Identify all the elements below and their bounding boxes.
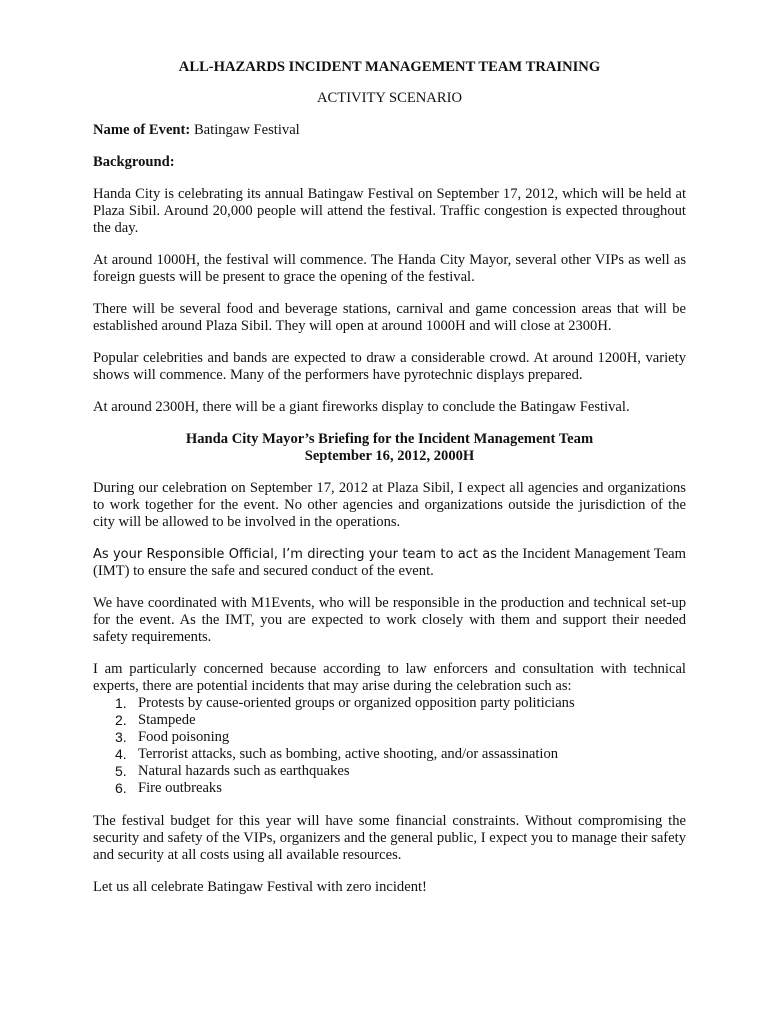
background-paragraph: There will be several food and beverage stations, carnival and game concession areas that will be established around Plaza Sibil. They will open at around 1000H and will close at 2300H.	[93, 301, 686, 334]
list-item	[93, 763, 686, 780]
briefing-sans-text: As your Responsible Official, I’m directing your team to act as	[93, 547, 497, 562]
list-text: Fire outbreaks	[138, 780, 222, 796]
list-text: Food poisoning	[138, 729, 230, 745]
list-text: Protests by cause-oriented groups or organized opposition party politicians	[138, 695, 575, 711]
briefing-paragraph: I am particularly concerned because according to law enforcers and consultation with technical experts, there are potential incidents that may arise during the celebration such as:	[93, 661, 686, 694]
list-number: 5.	[115, 763, 127, 779]
list-item	[93, 729, 686, 746]
list-item	[93, 746, 686, 763]
incident-list	[93, 695, 686, 797]
list-number: 6.	[115, 780, 127, 796]
background-paragraph: At around 1000H, the festival will commence. The Handa City Mayor, several other VIPs as well as foreign guests will be present to grace the opening of the festival.	[93, 252, 686, 285]
list-text: Natural hazards such as earthquakes	[138, 763, 350, 779]
background-heading: Background:	[93, 154, 175, 170]
list-item	[93, 780, 686, 797]
briefing-date-line: September 16, 2012, 2000H	[304, 448, 475, 464]
closing-line: Let us all celebrate Batingaw Festival with zero incident!	[93, 879, 427, 895]
background-paragraph: Popular celebrities and bands are expected to draw a considerable crowd. At around 1200H, variety shows will commence. Many of the performers have pyrotechnic displays prepared.	[93, 350, 686, 383]
list-number: 1.	[115, 695, 127, 711]
document-page	[93, 59, 686, 911]
briefing-paragraph: The festival budget for this year will have some financial constraints. Without compromising the security and safety of the VIPs, organizers and the general public, I expect you to manage their safety and security at all costs using all available resources.	[93, 813, 686, 863]
list-item	[93, 712, 686, 729]
briefing-serif-text: the Incident Management Team (IMT) to ensure the safe and secured conduct of the event.	[93, 546, 687, 579]
briefing-paragraph-imt	[93, 546, 686, 580]
briefing-title	[93, 431, 686, 465]
briefing-paragraph: During our celebration on September 17, 2012 at Plaza Sibil, I expect all agencies and organizations to work together for the event. No other agencies and organizations outside the jurisdiction of the city will be allowed to be involved in the operations.	[93, 480, 686, 530]
background-paragraph: Handa City is celebrating its annual Batingaw Festival on September 17, 2012, which will be held at Plaza Sibil. Around 20,000 people will attend the festival. Traffic congestion is expected throughout the day.	[93, 186, 686, 236]
event-name-label: Name of Event:	[93, 122, 191, 138]
document-title: ALL-HAZARDS INCIDENT MANAGEMENT TEAM TRAINING	[178, 59, 601, 75]
document-subtitle: ACTIVITY SCENARIO	[317, 90, 462, 106]
list-number: 4.	[115, 746, 127, 762]
event-name-line	[93, 122, 686, 139]
list-text: Stampede	[138, 712, 196, 728]
event-name-value: Batingaw Festival	[193, 122, 300, 138]
list-number: 2.	[115, 712, 127, 728]
background-paragraph: At around 2300H, there will be a giant fireworks display to conclude the Batingaw Festival.	[93, 399, 630, 415]
list-item	[93, 695, 686, 712]
list-number: 3.	[115, 729, 127, 745]
briefing-title-line: Handa City Mayor’s Briefing for the Incident Management Team	[185, 431, 594, 447]
briefing-paragraph: We have coordinated with M1Events, who will be responsible in the production and technical set-up for the event. As the IMT, you are expected to work closely with them and support their needed safety requirements.	[93, 595, 686, 645]
list-text: Terrorist attacks, such as bombing, active shooting, and/or assassination	[138, 746, 559, 762]
